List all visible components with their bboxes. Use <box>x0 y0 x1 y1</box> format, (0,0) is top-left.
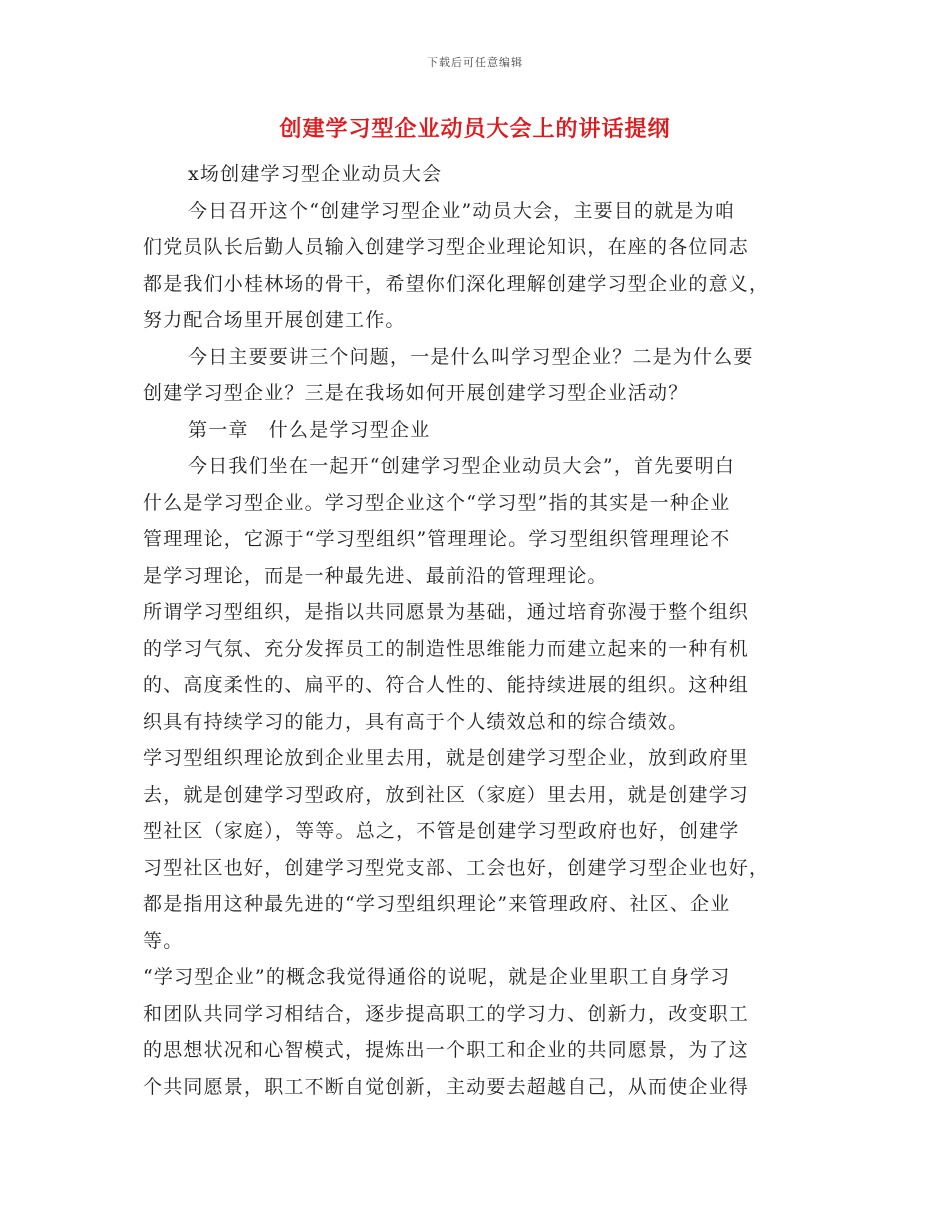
body-line: 所谓学习型组织，是指以共同愿景为基础，通过培育弥漫于整个组织 <box>143 601 750 623</box>
body-line: 今日我们坐在一起开“创建学习型企业动员大会”，首先要明白 <box>188 455 736 477</box>
body-line: 今日主要要讲三个问题，一是什么叫学习型企业？二是为什么要 <box>188 345 754 368</box>
body-line: 第一章 什么是学习型企业 <box>188 418 431 441</box>
body-line: 是学习理论，而是一种最先进、最前沿的管理理论。 <box>143 564 608 587</box>
body-line: 都是指用这种最先进的“学习型组织理论”来管理政府、社区、企业 <box>143 893 731 915</box>
document-title: 创建学习型企业动员大会上的讲话提纲 <box>279 116 671 142</box>
body-line: 去，就是创建学习型政府，放到社区（家庭）里去用，就是创建学习 <box>143 783 750 806</box>
document-body <box>143 156 807 1105</box>
body-line: 都是我们小桂林场的骨干，希望你们深化理解创建学习型企业的意义， <box>143 272 770 295</box>
body-line: 的学习气氛、充分发挥员工的制造性思维能力而建立起来的一种有机 <box>143 637 750 660</box>
body-line: 管理理论，它源于“学习型组织”管理理论。学习型组织管理理论不 <box>143 528 731 550</box>
body-line: 什么是学习型企业。学习型企业这个“学习型”指的其实是一种企业 <box>143 491 731 514</box>
body-line: x场创建学习型企业动员大会 <box>188 163 443 185</box>
body-line: 和团队共同学习相结合，逐步提高职工的学习力、创新力，改变职工 <box>143 1002 750 1025</box>
body-line: 型社区（家庭），等等。总之，不管是创建学习型政府也好，创建学 <box>143 820 740 842</box>
body-line: 个共同愿景，职工不断自觉创新，主动要去超越自己，从而使企业得 <box>143 1075 750 1098</box>
body-line: “学习型企业”的概念我觉得通俗的说呢，就是企业里职工自身学习 <box>143 966 731 988</box>
body-line: 今日召开这个“创建学习型企业”动员大会，主要目的就是为咱 <box>188 199 736 222</box>
body-line: 的思想状况和心智模式，提炼出一个职工和企业的共同愿景，为了这 <box>143 1039 750 1061</box>
body-line: 织具有持续学习的能力，具有高于个人绩效总和的综合绩效。 <box>143 710 689 733</box>
body-line: 努力配合场里开展创建工作。 <box>143 309 406 331</box>
body-line: 等。 <box>143 929 184 952</box>
body-line: 习型社区也好，创建学习型党支部、工会也好，创建学习型企业也好， <box>143 856 770 879</box>
body-line: 们党员队长后勤人员输入创建学习型企业理论知识，在座的各位同志 <box>143 236 750 258</box>
body-line: 的、高度柔性的、扁平的、符合人性的、能持续进展的组织。这种组 <box>143 674 750 696</box>
body-line: 创建学习型企业？三是在我场如何开展创建学习型企业活动？ <box>143 382 689 404</box>
header-note: 下载后可任意编辑 <box>427 56 523 69</box>
body-line: 学习型组织理论放到企业里去用，就是创建学习型企业，放到政府里 <box>143 747 750 769</box>
